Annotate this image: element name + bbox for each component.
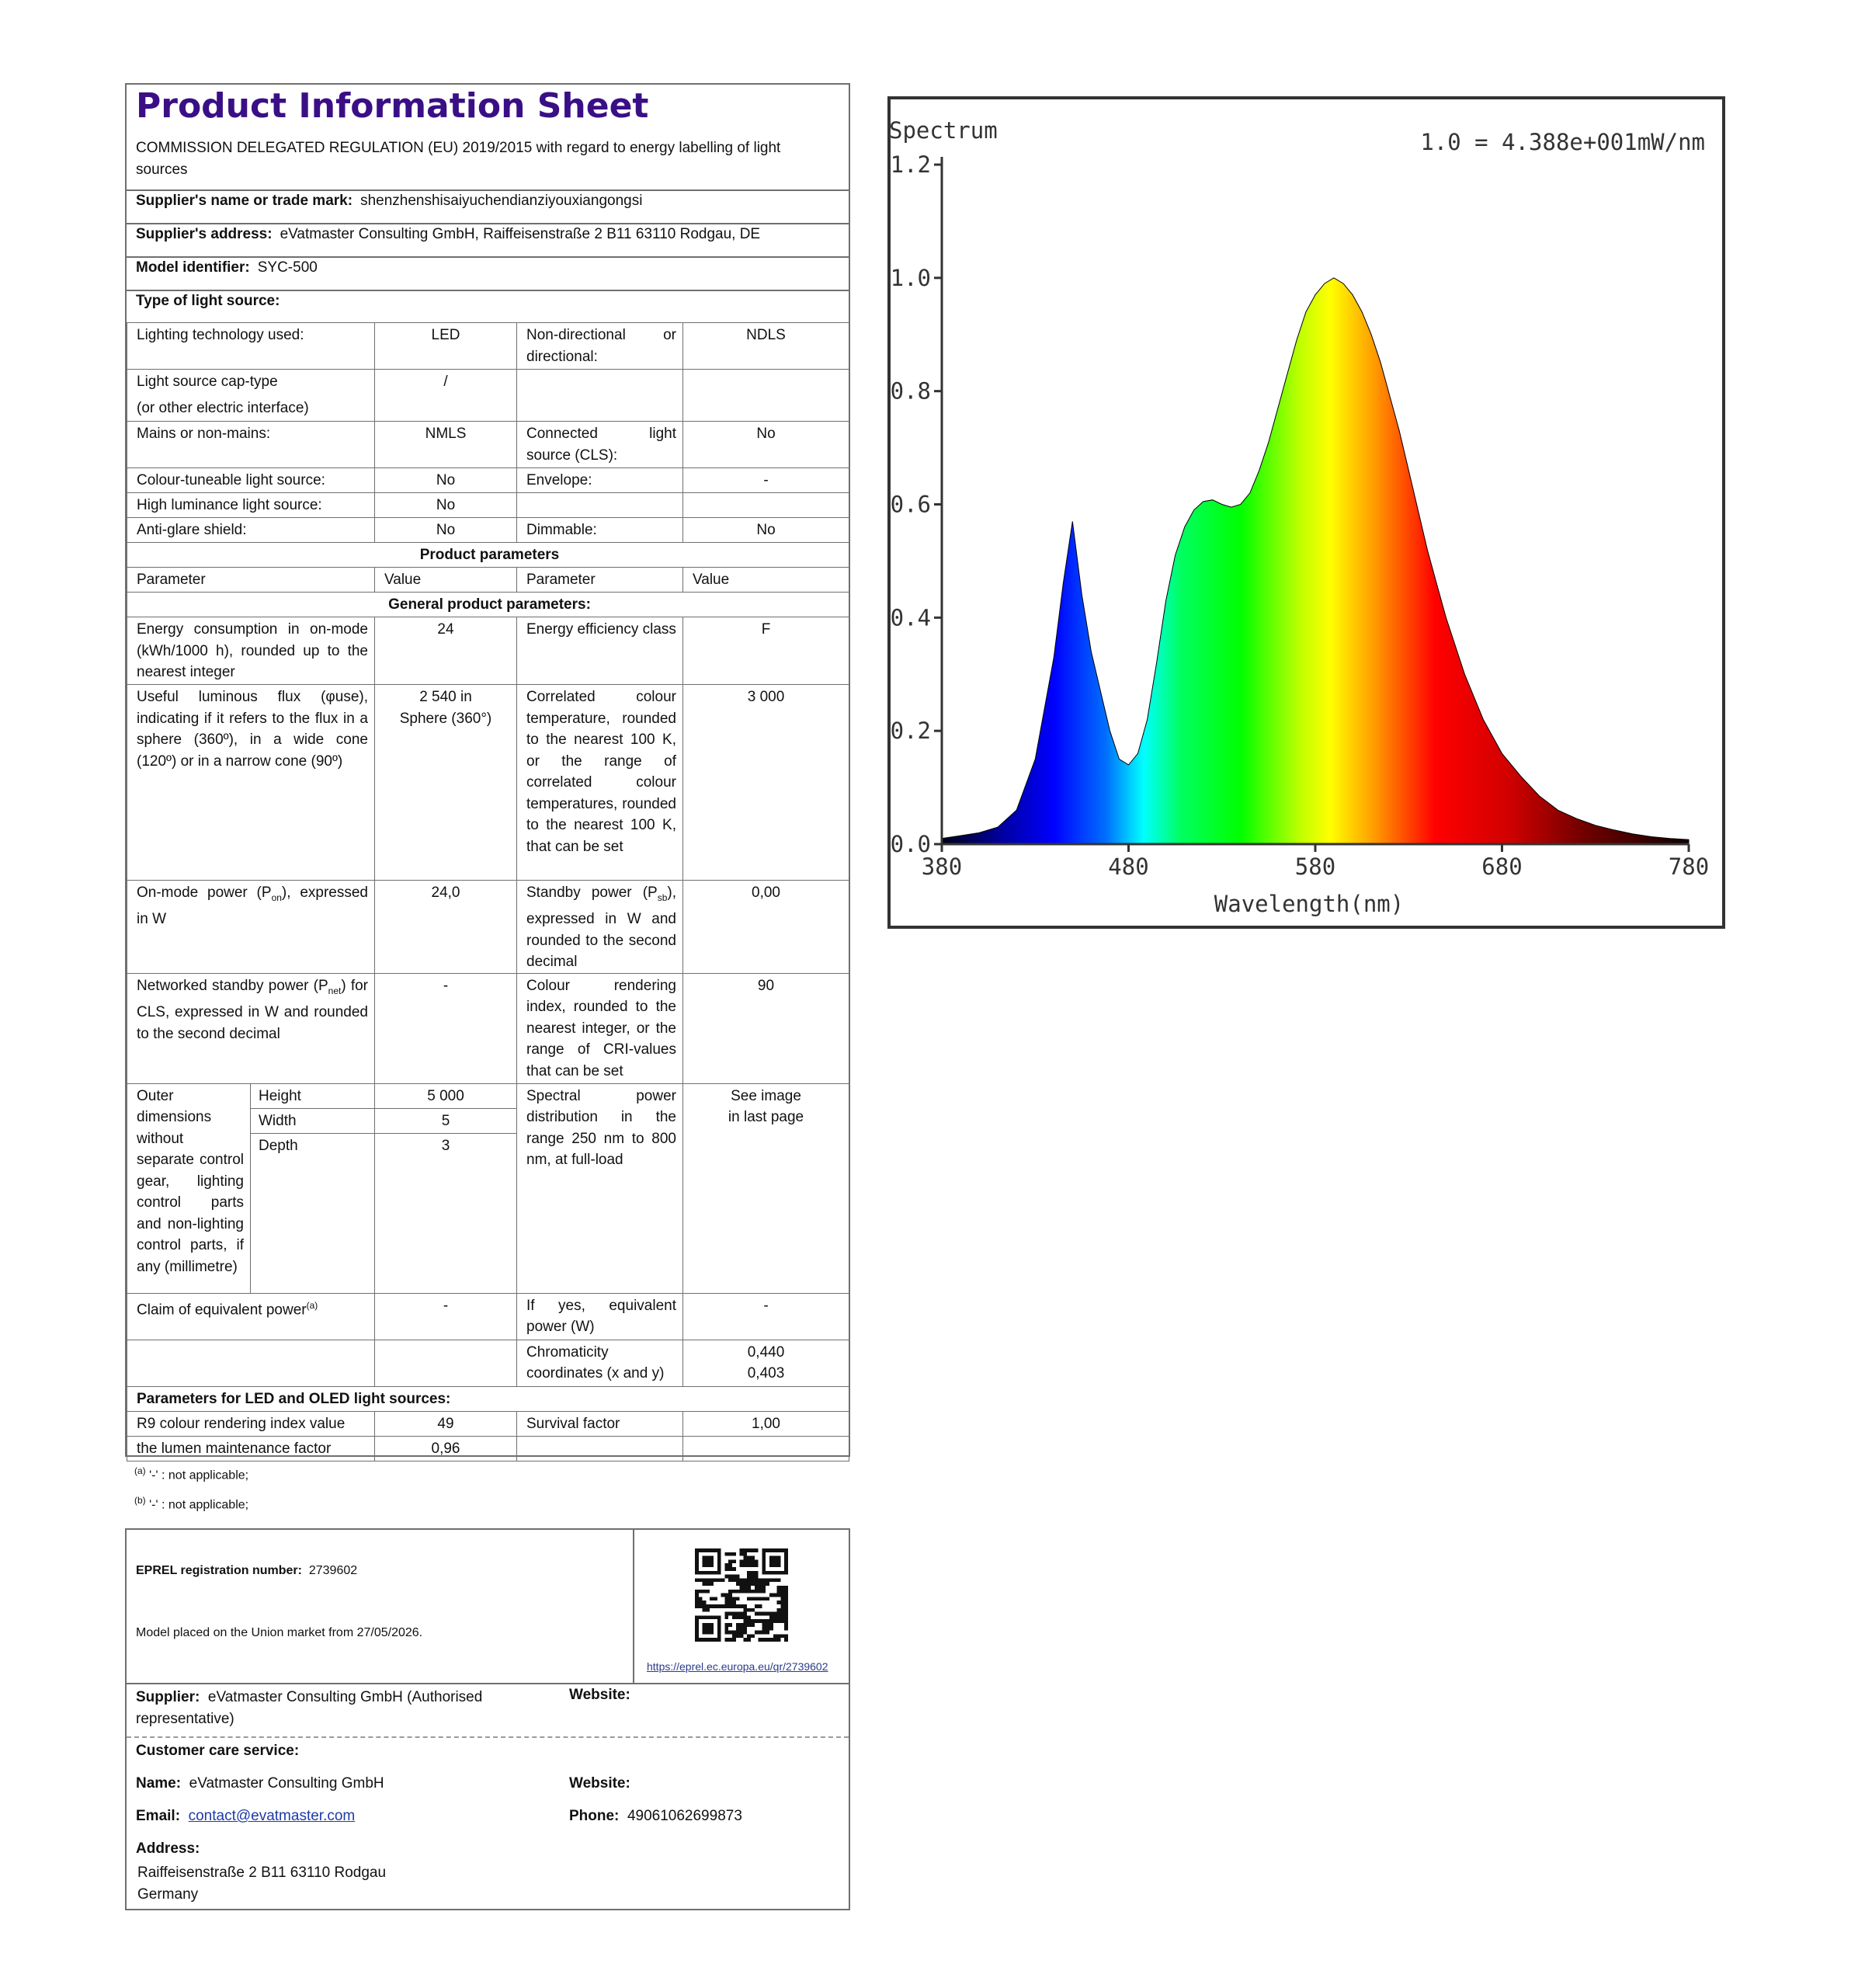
cap-type-label-1: Light source cap-type [137, 374, 278, 390]
section-header: Product parameters [127, 543, 849, 568]
cell-label: Energy efficiency class [517, 617, 683, 685]
eprel-reg-label: EPREL registration number: [136, 1564, 302, 1577]
model-value: SYC-500 [257, 259, 318, 276]
cell-empty [517, 493, 683, 518]
cell-label: Useful luminous flux (φuse), indicating if it refers to the flux in a sphere (360º), in a wide cone (120º) or in a narrow cone (90º) [127, 685, 375, 881]
eprel-box [125, 1528, 850, 1910]
column-header: Value [683, 568, 849, 593]
care-address [137, 1862, 386, 1906]
cell-label: High luminance light source: [127, 493, 375, 518]
supplier-name-label: Supplier's name or trade mark: [136, 193, 353, 209]
section-header: General product parameters: [127, 593, 849, 617]
cell-value [683, 1340, 849, 1386]
cell-label: Correlated colour temperature, rounded to the nearest 100 K, or the range of correlated colour temperatures, rounded to the nearest 100 K, that can be set [517, 685, 683, 881]
eprel-reg-number: 2739602 [308, 1564, 358, 1577]
cell-value: No [375, 468, 517, 493]
supplier-text: eVatmaster Consulting GmbH (Authorised representative) [136, 1689, 483, 1727]
supplier-name-row [127, 189, 849, 223]
table-row [127, 468, 849, 493]
equiv-claim-label: Claim of equivalent power [137, 1302, 307, 1319]
model-label: Model identifier: [136, 259, 250, 276]
care-email [136, 1808, 355, 1825]
y-tick-label: 0.4 [890, 604, 931, 631]
width-label: Width [251, 1108, 375, 1133]
depth-label: Depth [251, 1133, 375, 1293]
cell-value: - [683, 1293, 849, 1340]
care-website-label: Website: [569, 1775, 630, 1792]
cell-label: Colour-tuneable light source: [127, 468, 375, 493]
type-row [127, 290, 849, 323]
cell-value: 1,00 [683, 1411, 849, 1436]
cell-value: - [375, 1293, 517, 1340]
cell-label [127, 370, 375, 422]
cell-label: Mains or non-mains: [127, 422, 375, 468]
cell-value: 49 [375, 1411, 517, 1436]
table-row [127, 543, 849, 568]
footnote-a [134, 1458, 248, 1488]
qr-link[interactable]: https://eprel.ec.europa.eu/qr/2739602 [647, 1660, 828, 1673]
cell-value: F [683, 617, 849, 685]
cell-label: Lighting technology used: [127, 323, 375, 370]
cell-value: / [375, 370, 517, 422]
sheet-title: Product Information Sheet [136, 86, 649, 126]
cell-value: 24 [375, 617, 517, 685]
care-address-label: Address: [136, 1840, 200, 1857]
cell-value: No [375, 493, 517, 518]
y-tick-label: 0.2 [890, 718, 931, 745]
cell-empty [127, 1340, 375, 1386]
net-standby-label-a: Networked standby power (P [137, 977, 328, 994]
y-tick-label: 0.8 [890, 377, 931, 405]
x-tick-label: 580 [1294, 853, 1336, 880]
cell-empty [683, 1436, 849, 1461]
table-row [127, 1083, 849, 1108]
cell-label [127, 973, 375, 1083]
product-information-sheet [125, 83, 850, 1457]
height-label: Height [251, 1083, 375, 1108]
cell-value: 90 [683, 973, 849, 1083]
flux-value-1: 2 540 in [419, 689, 472, 705]
cell-label: Colour rendering index, rounded to the nearest integer, or the range of CRI-values that can be set [517, 973, 683, 1083]
net-standby-sub: net [328, 985, 342, 996]
column-header: Parameter [517, 568, 683, 593]
cell-label: Spectral power distribution in the range 250 nm to 800 nm, at full-load [517, 1083, 683, 1293]
y-tick-label: 1.2 [890, 151, 931, 178]
cell-label: Survival factor [517, 1411, 683, 1436]
cell-value: No [683, 518, 849, 543]
cell-label: Anti-glare shield: [127, 518, 375, 543]
eprel-registration [136, 1564, 357, 1578]
table-row [127, 881, 849, 974]
eprel-market-text: Model placed on the Union market from 27/05/2026. [136, 1626, 423, 1639]
spectrum-chart [887, 96, 1725, 929]
cell-value: No [683, 422, 849, 468]
type-label: Type of light source: [136, 293, 280, 309]
column-header: Parameter [127, 568, 375, 593]
spd-value-2: in last page [728, 1109, 804, 1126]
chart-title: Spectrum [889, 117, 998, 144]
table-row [127, 973, 849, 1083]
cell-value: 0,00 [683, 881, 849, 974]
supplier-address-row [127, 223, 849, 256]
table-row [127, 617, 849, 685]
supplier-address-label: Supplier's address: [136, 226, 273, 242]
regulation-text: COMMISSION DELEGATED REGULATION (EU) 2019/2015 with regard to energy labelling of light sources [136, 140, 781, 178]
cell-empty [683, 493, 849, 518]
dimensions-label: Outer dimensions without separate control gear, lighting control parts and non-lighting control parts, if any (millimetre) [127, 1083, 251, 1293]
cell-label [517, 881, 683, 974]
table-row [127, 1436, 849, 1461]
cell-label: Connected light source (CLS): [517, 422, 683, 468]
cell-label: the lumen maintenance factor [127, 1436, 375, 1461]
customer-care-title: Customer care service: [136, 1743, 300, 1759]
cell-value: LED [375, 323, 517, 370]
care-phone-value: 49061062699873 [627, 1808, 742, 1824]
on-power-label-a: On-mode power (P [137, 885, 272, 901]
standby-label-a: Standby power (P [526, 885, 658, 901]
cell-value: NDLS [683, 323, 849, 370]
y-tick-label: 1.0 [890, 264, 931, 291]
y-tick-label: 0.0 [890, 831, 931, 857]
cell-empty [375, 1340, 517, 1386]
footnote-a-sup: (a) [134, 1465, 146, 1476]
supplier-line [136, 1687, 571, 1730]
cell-value: - [375, 973, 517, 1083]
cell-label [127, 881, 375, 974]
footnote-b [134, 1488, 248, 1517]
chroma-x: 0,440 [747, 1343, 785, 1361]
cell-label: Dimmable: [517, 518, 683, 543]
equiv-claim-sup: (a) [306, 1299, 318, 1311]
table-row [127, 518, 849, 543]
supplier-address-value: eVatmaster Consulting GmbH, Raiffeisenstraße 2 B11 63110 Rodgau, DE [280, 226, 761, 242]
supplier-name-value: shenzhenshisaiyuchendianziyouxiangongsi [360, 193, 643, 209]
standby-label-b: ), expressed in W and rounded to the second decimal [526, 885, 676, 971]
care-phone [569, 1808, 742, 1825]
cell-value: No [375, 518, 517, 543]
care-name-value: eVatmaster Consulting GmbH [189, 1775, 384, 1792]
cell-value: NMLS [375, 422, 517, 468]
cap-type-label-2: (or other electric interface) [137, 399, 309, 416]
cell-label: R9 colour rendering index value [127, 1411, 375, 1436]
table-row [127, 323, 849, 370]
net-standby-label-b: ) for CLS, expressed in W and rounded to the second decimal [137, 977, 369, 1042]
cell-value: 3 000 [683, 685, 849, 881]
cell-label [127, 1293, 375, 1340]
cell-value: 0,96 [375, 1436, 517, 1461]
footnote-b-sup: (b) [134, 1495, 146, 1507]
table-row [127, 370, 849, 422]
table-row [127, 593, 849, 617]
on-power-sub: on [271, 891, 282, 903]
address-line-1: Raiffeisenstraße 2 B11 63110 Rodgau [137, 1865, 387, 1881]
x-tick-label: 380 [921, 853, 963, 880]
table-row [127, 1293, 849, 1340]
address-line-2: Germany [137, 1886, 199, 1903]
table-row [127, 568, 849, 593]
footnote-b-text: '-' : not applicable; [149, 1498, 249, 1512]
care-name [136, 1775, 384, 1792]
cell-empty [517, 1436, 683, 1461]
cell-value [375, 685, 517, 881]
eprel-divider [633, 1530, 634, 1683]
cell-label: Non-directional or directional: [517, 323, 683, 370]
model-row [127, 256, 849, 290]
table-row [127, 1411, 849, 1436]
depth-value: 3 [375, 1133, 517, 1293]
cell-label: Chromaticity coordinates (x and y) [517, 1340, 683, 1386]
supplier-label: Supplier: [136, 1689, 200, 1705]
dashed-divider [127, 1736, 849, 1738]
spd-value-1: See image [731, 1087, 801, 1104]
y-tick-label: 0.6 [890, 491, 931, 518]
width-value: 5 [375, 1108, 517, 1133]
chart-scale-note: 1.0 = 4.388e+001mW/nm [1420, 129, 1705, 155]
table-row [127, 1386, 849, 1411]
table-row [127, 1340, 849, 1386]
cell-value [683, 1083, 849, 1293]
cell-empty [517, 370, 683, 422]
qr-code-icon[interactable] [695, 1548, 788, 1642]
x-tick-label: 780 [1668, 853, 1710, 880]
parameters-table [127, 322, 849, 1461]
care-name-label: Name: [136, 1775, 182, 1792]
table-row [127, 685, 849, 881]
on-power-label-b: ), expressed in W [137, 885, 368, 928]
cell-label: If yes, equivalent power (W) [517, 1293, 683, 1340]
chroma-y: 0,403 [747, 1365, 785, 1382]
table-row [127, 493, 849, 518]
footnote-a-text: '-' : not applicable; [149, 1468, 249, 1482]
cell-label: Energy consumption in on-mode (kWh/1000 h), rounded up to the nearest integer [127, 617, 375, 685]
standby-sub: sb [657, 891, 668, 903]
x-axis-label: Wavelength(nm) [1214, 891, 1405, 917]
care-phone-label: Phone: [569, 1808, 620, 1824]
table-row [127, 422, 849, 468]
care-email-label: Email: [136, 1808, 181, 1824]
column-header: Value [375, 568, 517, 593]
x-tick-label: 680 [1481, 853, 1523, 880]
cell-empty [683, 370, 849, 422]
height-value: 5 000 [375, 1083, 517, 1108]
x-tick-label: 480 [1108, 853, 1149, 880]
section-header: Parameters for LED and OLED light sources: [127, 1386, 849, 1411]
cell-value: - [683, 468, 849, 493]
supplier-website-label: Website: [569, 1687, 630, 1703]
cell-label: Envelope: [517, 468, 683, 493]
flux-value-2: Sphere (360°) [399, 710, 492, 727]
footnotes [134, 1458, 248, 1518]
cell-value: 24,0 [375, 881, 517, 974]
email-link[interactable]: contact@evatmaster.com [188, 1808, 356, 1824]
